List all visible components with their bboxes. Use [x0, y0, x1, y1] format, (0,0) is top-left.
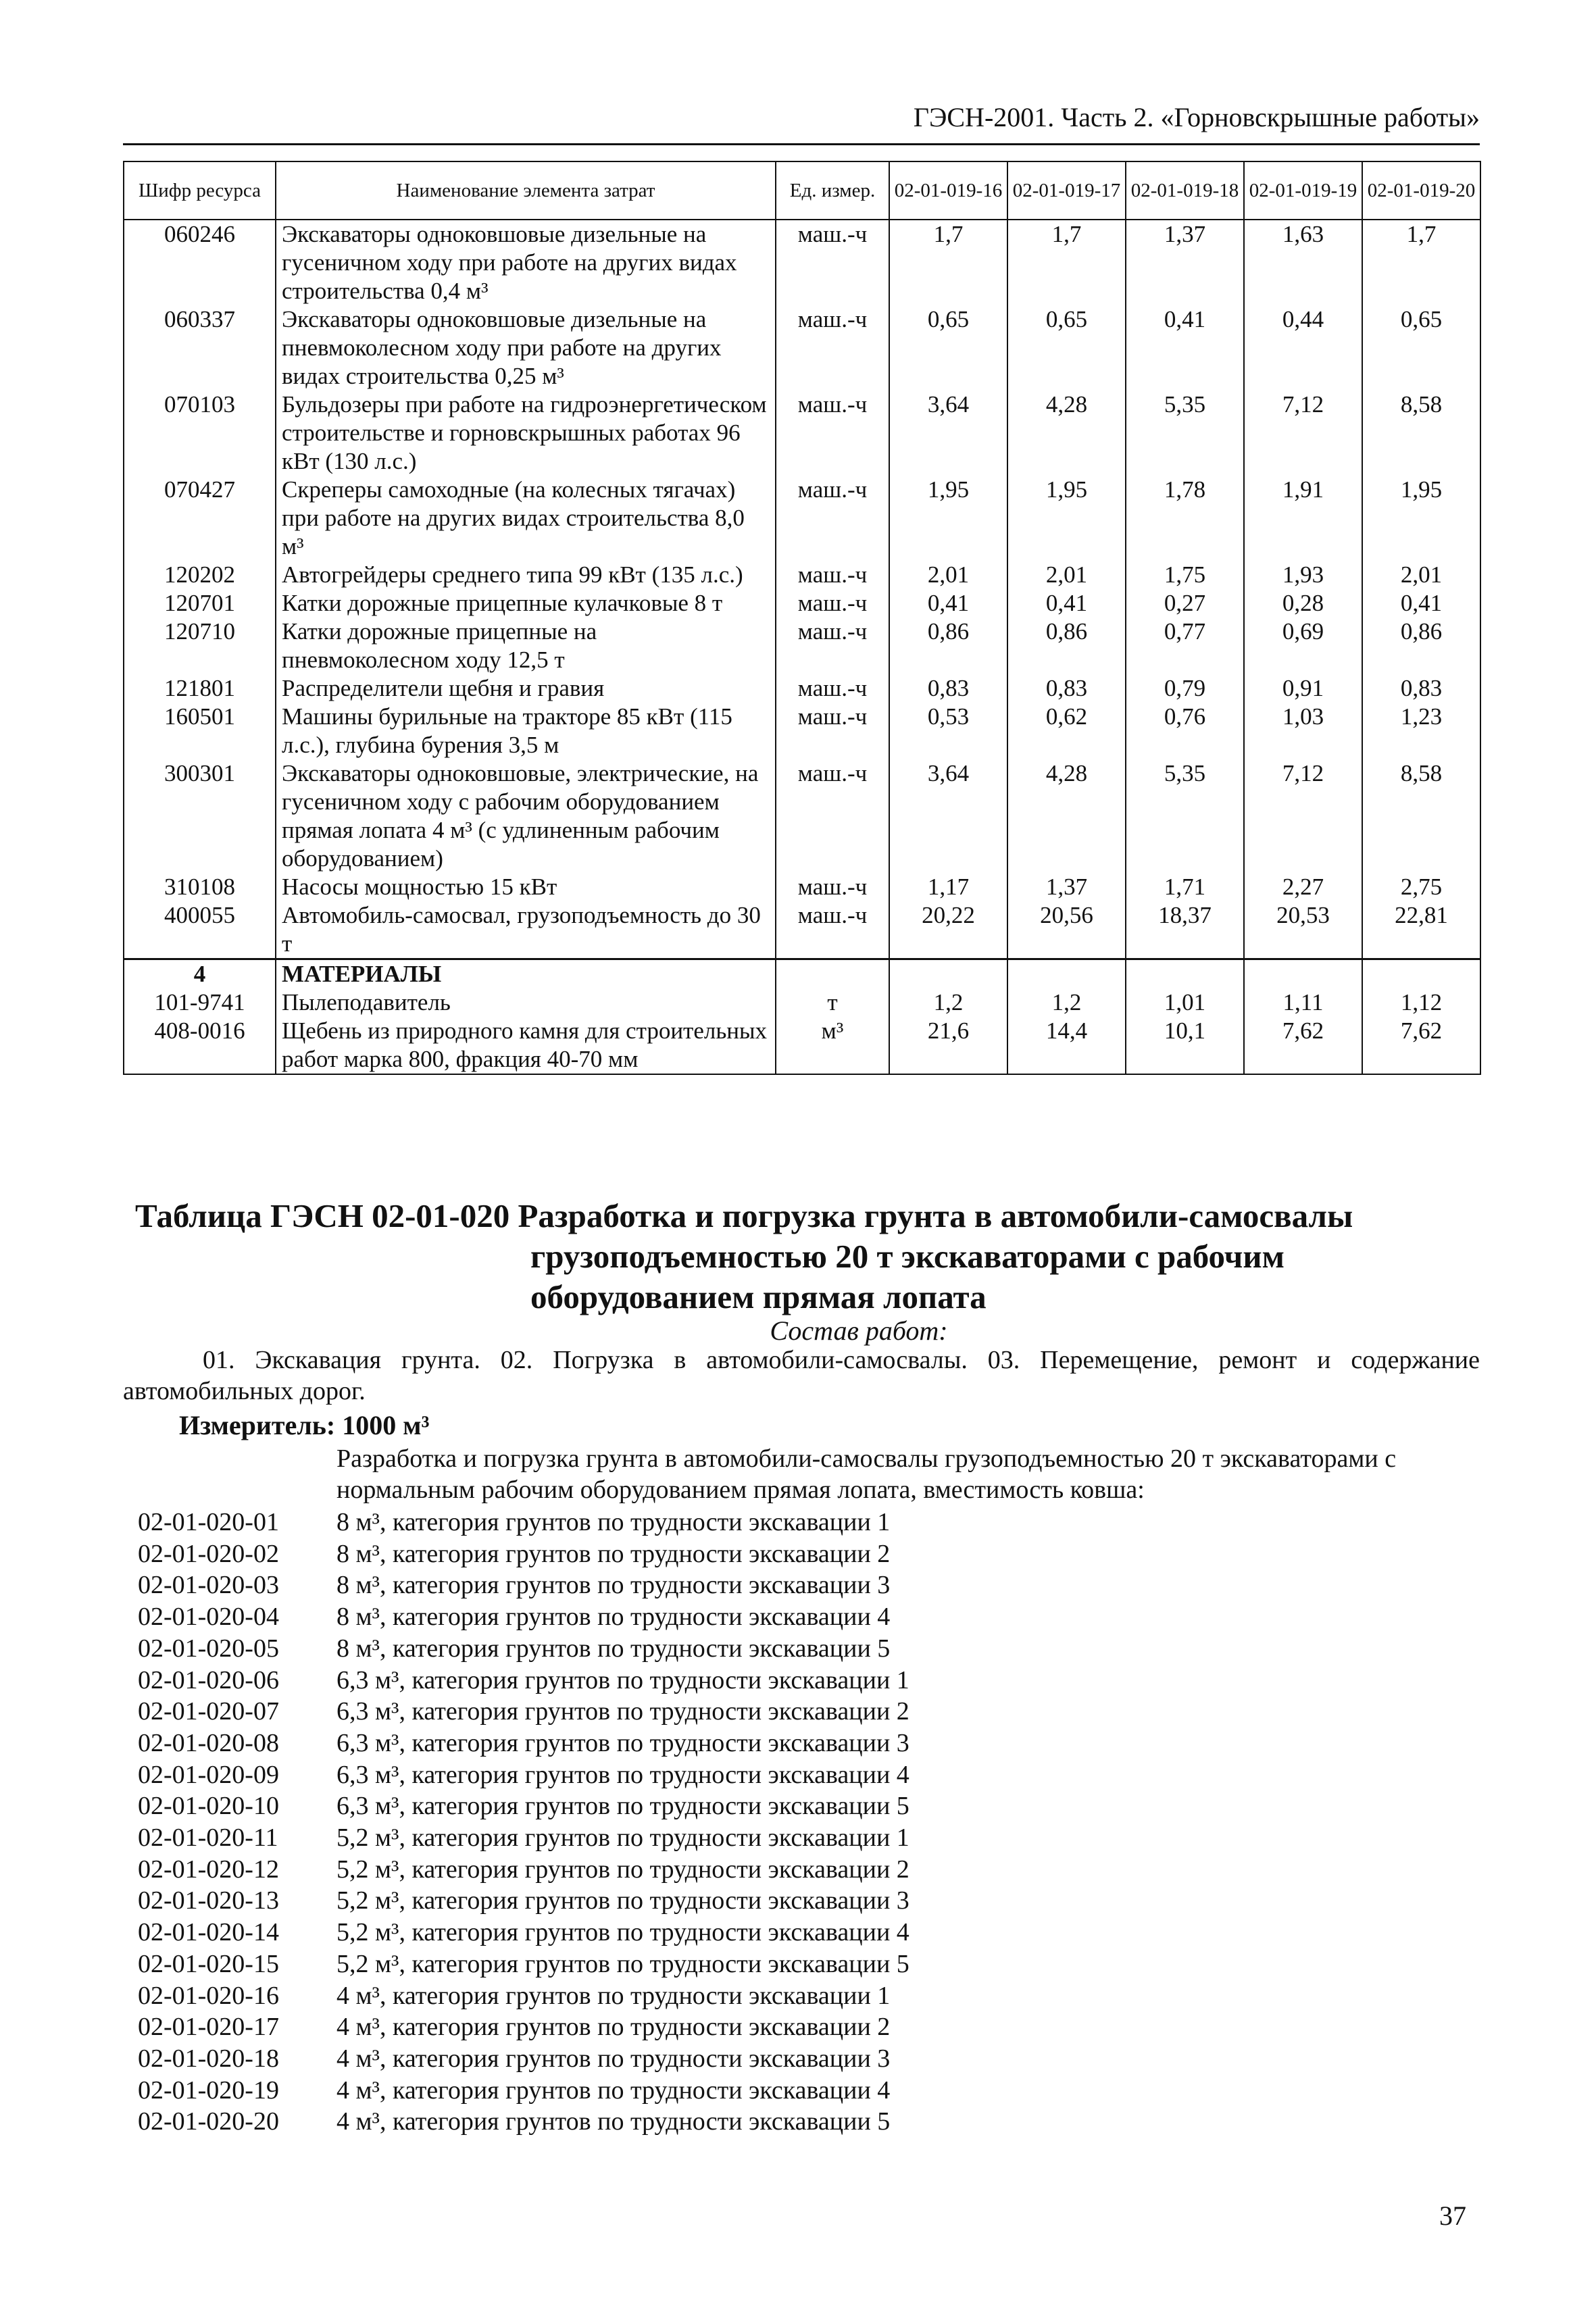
resource-code: 101-9741 — [124, 988, 276, 1017]
norm-description: 6,3 м³, категория грунтов по трудности экскавации 2 — [336, 1697, 909, 1726]
resource-value: 1,17 — [889, 873, 1007, 901]
norm-description: 4 м³, категория грунтов по трудности экскавации 5 — [336, 2107, 891, 2136]
list-item — [138, 2075, 909, 2107]
column-header: 02-01-019-17 — [1007, 161, 1126, 220]
resource-code: 408-0016 — [124, 1017, 276, 1074]
resource-value: 0,86 — [1362, 618, 1480, 674]
resource-unit: маш.-ч — [776, 674, 889, 703]
norm-code: 02-01-020-20 — [138, 2107, 279, 2136]
resource-value: 1,95 — [1007, 476, 1126, 561]
resource-unit: маш.-ч — [776, 873, 889, 901]
resource-value: 0,83 — [1007, 674, 1126, 703]
norm-code: 02-01-020-19 — [138, 2076, 279, 2105]
running-title: ГЭСН-2001. Часть 2. «Горновскрышные работы» — [913, 102, 1480, 132]
norm-code: 02-01-020-03 — [138, 1571, 279, 1600]
norm-description: 4 м³, категория грунтов по трудности экскавации 4 — [336, 2076, 891, 2105]
table-title-line: грузоподъемностью 20 т экскаваторами с рабочим — [530, 1238, 1285, 1275]
resource-value: 0,53 — [889, 703, 1007, 759]
list-item — [138, 1790, 909, 1822]
empty-cell — [1126, 959, 1244, 989]
norm-description: 8 м³, категория грунтов по трудности экскавации 5 — [336, 1634, 891, 1663]
norm-code: 02-01-020-11 — [138, 1823, 278, 1853]
resource-value: 4,28 — [1007, 391, 1126, 476]
norm-code: 02-01-020-05 — [138, 1634, 279, 1663]
resource-unit: маш.-ч — [776, 759, 889, 873]
list-item — [138, 1601, 909, 1633]
norm-code: 02-01-020-07 — [138, 1697, 279, 1726]
table-row — [124, 391, 1480, 476]
resource-code: 060246 — [124, 220, 276, 305]
resource-value: 20,53 — [1244, 901, 1362, 959]
resource-value: 20,22 — [889, 901, 1007, 959]
resource-value: 2,01 — [1007, 561, 1126, 589]
resource-value: 7,62 — [1244, 1017, 1362, 1074]
norm-code: 02-01-020-06 — [138, 1665, 279, 1694]
norm-description: 5,2 м³, категория грунтов по трудности экскавации 5 — [336, 1949, 909, 1978]
norm-description: 4 м³, категория грунтов по трудности экскавации 3 — [336, 2044, 891, 2073]
resource-value: 8,58 — [1362, 759, 1480, 873]
resource-value: 2,01 — [1362, 561, 1480, 589]
table-row — [124, 674, 1480, 703]
resource-code: 310108 — [124, 873, 276, 901]
resource-value: 1,71 — [1126, 873, 1244, 901]
table-title-line: Таблица ГЭСН 02-01-020 Разработка и погрузка грунта в автомобили-самосвалы — [135, 1197, 1353, 1234]
norm-description: 6,3 м³, категория грунтов по трудности экскавации 5 — [336, 1792, 909, 1821]
resource-value: 1,37 — [1007, 873, 1126, 901]
resource-code: 120710 — [124, 618, 276, 674]
table-row — [124, 759, 1480, 873]
resource-value: 0,86 — [889, 618, 1007, 674]
list-item — [138, 1507, 909, 1538]
resource-value: 0,76 — [1126, 703, 1244, 759]
norm-description: 8 м³, категория грунтов по трудности экскавации 2 — [336, 1539, 891, 1568]
resource-value: 7,62 — [1362, 1017, 1480, 1074]
resource-value: 0,65 — [1007, 305, 1126, 391]
norm-description: 8 м³, категория грунтов по трудности экскавации 1 — [336, 1508, 891, 1536]
resource-code: 121801 — [124, 674, 276, 703]
norm-code: 02-01-020-16 — [138, 1981, 279, 2010]
resource-value: 7,12 — [1244, 759, 1362, 873]
norm-code: 02-01-020-15 — [138, 1949, 279, 1978]
resource-value: 21,6 — [889, 1017, 1007, 1074]
resource-value: 1,11 — [1244, 988, 1362, 1017]
header-rule — [123, 143, 1480, 145]
table-row — [124, 901, 1480, 959]
resource-value: 5,35 — [1126, 759, 1244, 873]
resource-table — [123, 161, 1481, 1075]
resource-value: 1,91 — [1244, 476, 1362, 561]
resource-value: 1,7 — [1362, 220, 1480, 305]
intro-text: Разработка и погрузка грунта в автомобили-самосвалы грузоподъемностью 20 т экскаваторами с нормальным рабочим оборудованием прямая лопата, вместимость ковша: — [336, 1444, 1397, 1504]
column-header: 02-01-019-20 — [1362, 161, 1480, 220]
resource-value: 18,37 — [1126, 901, 1244, 959]
resource-value: 1,01 — [1126, 988, 1244, 1017]
table-row — [124, 476, 1480, 561]
resource-name: Распределители щебня и гравия — [276, 674, 776, 703]
resource-name: Экскаваторы одноковшовые, электрические, на гусеничном ходу с рабочим оборудованием прямая лопата 4 м³ (с удлиненным рабочим оборудованием) — [276, 759, 776, 873]
resource-code: 120202 — [124, 561, 276, 589]
section-number: 4 — [124, 959, 276, 989]
list-item — [138, 1538, 909, 1570]
list-item — [138, 1854, 909, 1886]
resource-value: 0,91 — [1244, 674, 1362, 703]
resource-name: Экскаваторы одноковшовые дизельные на пневмоколесном ходу при работе на других видах строительства 0,25 м³ — [276, 305, 776, 391]
resource-name: Катки дорожные прицепные на пневмоколесном ходу 12,5 т — [276, 618, 776, 674]
column-header: 02-01-019-16 — [889, 161, 1007, 220]
resource-value: 0,65 — [889, 305, 1007, 391]
table-row — [124, 305, 1480, 391]
resource-value: 0,83 — [1362, 674, 1480, 703]
empty-cell — [776, 959, 889, 989]
resource-name: Автогрейдеры среднего типа 99 кВт (135 л.с.) — [276, 561, 776, 589]
resource-code: 160501 — [124, 703, 276, 759]
composition-text: 01. Экскавация грунта. 02. Погрузка в автомобили-самосвалы. 03. Перемещение, ремонт и содержание автомобильных дорог. — [123, 1346, 1480, 1405]
resource-name: Экскаваторы одноковшовые дизельные на гусеничном ходу при работе на других видах строительства 0,4 м³ — [276, 220, 776, 305]
resource-value: 3,64 — [889, 391, 1007, 476]
resource-value: 0,65 — [1362, 305, 1480, 391]
list-item — [138, 2011, 909, 2043]
resource-value: 1,12 — [1362, 988, 1480, 1017]
resource-unit: м³ — [776, 1017, 889, 1074]
norm-code: 02-01-020-17 — [138, 2013, 279, 2042]
resource-unit: маш.-ч — [776, 220, 889, 305]
composition-heading: Состав работ: — [770, 1315, 948, 1346]
resource-code: 070427 — [124, 476, 276, 561]
list-item — [138, 1665, 909, 1696]
list-item — [138, 2043, 909, 2075]
norm-description: 5,2 м³, категория грунтов по трудности экскавации 4 — [336, 1918, 909, 1947]
resource-value: 1,75 — [1126, 561, 1244, 589]
resource-value: 0,83 — [889, 674, 1007, 703]
norm-code: 02-01-020-12 — [138, 1855, 279, 1884]
resource-value: 1,95 — [889, 476, 1007, 561]
resource-value: 22,81 — [1362, 901, 1480, 959]
column-header: Наименование элемента затрат — [276, 161, 776, 220]
list-item — [138, 1980, 909, 2012]
norm-code: 02-01-020-04 — [138, 1603, 279, 1632]
list-item — [138, 1917, 909, 1948]
resource-code: 120701 — [124, 589, 276, 618]
empty-cell — [889, 959, 1007, 989]
list-item — [138, 1569, 909, 1601]
list-item — [138, 1885, 909, 1917]
norm-description: 4 м³, категория грунтов по трудности экскавации 2 — [336, 2013, 891, 2042]
resource-value: 2,27 — [1244, 873, 1362, 901]
resource-value: 5,35 — [1126, 391, 1244, 476]
resource-value: 1,93 — [1244, 561, 1362, 589]
table-title-line: оборудованием прямая лопата — [530, 1278, 987, 1315]
norm-description: 8 м³, категория грунтов по трудности экскавации 4 — [336, 1603, 891, 1632]
resource-value: 0,41 — [1362, 589, 1480, 618]
resource-code: 300301 — [124, 759, 276, 873]
table-row — [124, 988, 1480, 1017]
norm-description: 5,2 м³, категория грунтов по трудности экскавации 3 — [336, 1886, 909, 1915]
resource-value: 2,75 — [1362, 873, 1480, 901]
column-header: Ед. измер. — [776, 161, 889, 220]
resource-value: 1,03 — [1244, 703, 1362, 759]
norm-code: 02-01-020-18 — [138, 2044, 279, 2073]
list-item — [138, 1633, 909, 1665]
table-row — [124, 561, 1480, 589]
resource-code: 070103 — [124, 391, 276, 476]
norm-description: 6,3 м³, категория грунтов по трудности экскавации 3 — [336, 1728, 909, 1757]
resource-value: 20,56 — [1007, 901, 1126, 959]
resource-name: Машины бурильные на тракторе 85 кВт (115 л.с.), глубина бурения 3,5 м — [276, 703, 776, 759]
measure-unit: Измеритель: 1000 м³ — [179, 1410, 430, 1440]
list-item — [138, 1728, 909, 1759]
resource-name: Катки дорожные прицепные кулачковые 8 т — [276, 589, 776, 618]
norm-code: 02-01-020-01 — [138, 1508, 279, 1536]
resource-unit: маш.-ч — [776, 901, 889, 959]
resource-name: Щебень из природного камня для строительных работ марка 800, фракция 40-70 мм — [276, 1017, 776, 1074]
norm-code: 02-01-020-09 — [138, 1760, 279, 1789]
resource-value: 14,4 — [1007, 1017, 1126, 1074]
resource-unit: т — [776, 988, 889, 1017]
resource-value: 2,01 — [889, 561, 1007, 589]
table-header-row — [124, 161, 1480, 220]
norm-description: 6,3 м³, категория грунтов по трудности экскавации 4 — [336, 1760, 909, 1789]
norm-description: 6,3 м³, категория грунтов по трудности экскавации 1 — [336, 1665, 909, 1694]
resource-value: 1,7 — [889, 220, 1007, 305]
resource-value: 1,23 — [1362, 703, 1480, 759]
list-item — [138, 1696, 909, 1728]
norm-description: 4 м³, категория грунтов по трудности экскавации 1 — [336, 1981, 891, 2010]
empty-cell — [1244, 959, 1362, 989]
table-row — [124, 618, 1480, 674]
resource-name: Бульдозеры при работе на гидроэнергетическом строительстве и горновскрышных работах 96 кВт (130 л.с.) — [276, 391, 776, 476]
resource-unit: маш.-ч — [776, 476, 889, 561]
norm-code: 02-01-020-13 — [138, 1886, 279, 1915]
resource-unit: маш.-ч — [776, 618, 889, 674]
section-row — [124, 959, 1480, 989]
resource-value: 10,1 — [1126, 1017, 1244, 1074]
column-header: Шифр ресурса — [124, 161, 276, 220]
resource-value: 0,79 — [1126, 674, 1244, 703]
section-title: МАТЕРИАЛЫ — [276, 959, 776, 989]
page-number: 37 — [1439, 2200, 1466, 2231]
resource-value: 0,69 — [1244, 618, 1362, 674]
list-item — [138, 1759, 909, 1791]
resource-name: Автомобиль-самосвал, грузоподъемность до 30 т — [276, 901, 776, 959]
resource-value: 8,58 — [1362, 391, 1480, 476]
column-header: 02-01-019-19 — [1244, 161, 1362, 220]
resource-value: 0,44 — [1244, 305, 1362, 391]
resource-unit: маш.-ч — [776, 561, 889, 589]
table-title — [135, 1196, 1473, 1317]
resource-value: 3,64 — [889, 759, 1007, 873]
resource-name: Скреперы самоходные (на колесных тягачах) при работе на других видах строительства 8,0 м³ — [276, 476, 776, 561]
resource-value: 0,41 — [1126, 305, 1244, 391]
resource-value: 1,63 — [1244, 220, 1362, 305]
norm-list — [138, 1507, 909, 2138]
norm-code: 02-01-020-14 — [138, 1918, 279, 1947]
norm-code: 02-01-020-02 — [138, 1539, 279, 1568]
empty-cell — [1362, 959, 1480, 989]
resource-value: 1,7 — [1007, 220, 1126, 305]
resource-value: 0,62 — [1007, 703, 1126, 759]
resource-value: 1,2 — [889, 988, 1007, 1017]
table-row — [124, 220, 1480, 305]
resource-value: 1,37 — [1126, 220, 1244, 305]
resource-value: 1,2 — [1007, 988, 1126, 1017]
table-row — [124, 1017, 1480, 1074]
norm-description: 8 м³, категория грунтов по трудности экскавации 3 — [336, 1571, 891, 1600]
resource-value: 0,77 — [1126, 618, 1244, 674]
table-row — [124, 703, 1480, 759]
resource-value: 7,12 — [1244, 391, 1362, 476]
resource-unit: маш.-ч — [776, 305, 889, 391]
table-row — [124, 589, 1480, 618]
resource-value: 4,28 — [1007, 759, 1126, 873]
empty-cell — [1007, 959, 1126, 989]
list-item — [138, 1948, 909, 1980]
resource-code: 060337 — [124, 305, 276, 391]
resource-value: 0,41 — [889, 589, 1007, 618]
resource-value: 1,95 — [1362, 476, 1480, 561]
list-item — [138, 2106, 909, 2138]
resource-unit: маш.-ч — [776, 703, 889, 759]
norm-description: 5,2 м³, категория грунтов по трудности экскавации 1 — [336, 1823, 909, 1853]
norm-description: 5,2 м³, категория грунтов по трудности экскавации 2 — [336, 1855, 909, 1884]
resource-name: Пылеподавитель — [276, 988, 776, 1017]
resource-value: 1,78 — [1126, 476, 1244, 561]
resource-code: 400055 — [124, 901, 276, 959]
resource-value: 0,27 — [1126, 589, 1244, 618]
resource-value: 0,86 — [1007, 618, 1126, 674]
table-row — [124, 873, 1480, 901]
list-item — [138, 1822, 909, 1854]
column-header: 02-01-019-18 — [1126, 161, 1244, 220]
resource-name: Насосы мощностью 15 кВт — [276, 873, 776, 901]
resource-unit: маш.-ч — [776, 391, 889, 476]
resource-value: 0,41 — [1007, 589, 1126, 618]
resource-unit: маш.-ч — [776, 589, 889, 618]
norm-code: 02-01-020-10 — [138, 1792, 279, 1821]
resource-value: 0,28 — [1244, 589, 1362, 618]
norm-code: 02-01-020-08 — [138, 1728, 279, 1757]
